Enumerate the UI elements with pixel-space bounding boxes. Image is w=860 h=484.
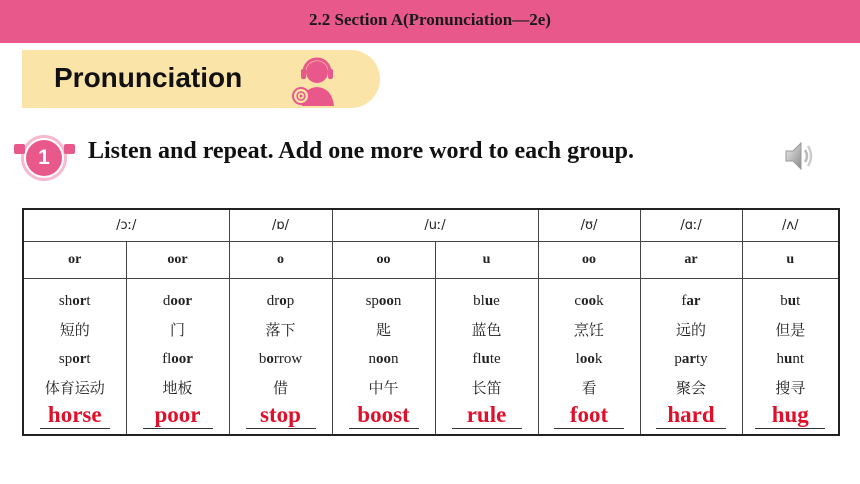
step-number: 1 [26,140,62,176]
word-translation: 看 [581,378,597,397]
word-group [229,278,332,435]
example-word [333,345,435,374]
word-focus: oor [170,292,193,309]
word-pre: sp [58,350,73,367]
word-focus: oo [376,350,391,367]
word-pre: fl [162,350,172,367]
example-word [539,287,640,316]
word-focus: or [72,350,87,367]
answer-blank[interactable]: horse [40,401,110,429]
word-translation: 中午 [368,378,399,397]
word-translation: 短的 [59,320,90,339]
phonics-table [22,208,840,436]
letters-header: u [435,241,538,278]
word-focus: ar [681,350,697,367]
badge-tab-left [14,144,25,154]
speaker-icon[interactable] [783,139,817,173]
word-pre: dr [266,292,280,309]
word-focus: oo [378,292,394,309]
letters-header: u [742,241,839,278]
word-focus: u [787,292,797,309]
word-pre: n [368,350,376,367]
letters-header: oo [538,241,640,278]
word-post: n [391,350,399,367]
sound-header: /ɔː/ [23,209,229,241]
letters-header: o [229,241,332,278]
example-word [24,345,126,374]
answer-blank[interactable]: stop [246,401,316,429]
word-focus: or [72,292,87,309]
word-pre: f [681,292,687,309]
word-group [435,278,538,435]
example-word [24,287,126,316]
word-pre: b [258,350,267,367]
example-word [641,287,742,316]
word-focus: o [266,350,274,367]
sound-header: /uː/ [332,209,538,241]
answer-blank[interactable]: hard [656,401,726,429]
word-group [332,278,435,435]
example-word [743,345,839,374]
word-post: t [796,292,801,309]
word-group [126,278,229,435]
word-focus: oor [171,350,193,367]
word-post: ty [696,350,708,367]
example-word [127,287,229,316]
word-translation: 聚会 [676,378,707,397]
word-post: t [86,292,91,309]
letters-header: or [23,241,126,278]
word-group [538,278,640,435]
lesson-title: 2.2 Section A(Pronunciation—2e) [309,9,551,29]
word-post: p [286,292,295,309]
answer-blank[interactable]: boost [349,401,419,429]
answer-blank[interactable]: poor [143,401,213,429]
words-row [23,278,839,435]
word-focus: ar [686,292,701,309]
word-pre: p [674,350,682,367]
answer-blank[interactable]: hug [755,401,825,429]
sound-header: /ʌ/ [742,209,839,241]
word-pre: sp [365,292,379,309]
instruction-text: Listen and repeat. Add one more word to each group. [88,138,635,164]
step-badge [14,134,76,182]
header-bar [0,0,860,43]
word-pre: c [574,292,582,309]
word-focus: u [484,292,494,309]
word-focus: u [784,350,793,367]
word-post: n [393,292,402,309]
word-group [23,278,126,435]
word-post: k [594,350,603,367]
word-translation: 远的 [676,320,707,339]
example-word [333,287,435,316]
word-pre: h [776,350,784,367]
letters-header: oo [332,241,435,278]
word-translation: 蓝色 [471,320,502,339]
example-word [436,345,538,374]
example-word [743,287,839,316]
answer-blank[interactable]: foot [554,401,624,429]
example-word [539,345,640,374]
example-word [230,345,332,374]
word-focus: oo [579,350,595,367]
sound-header: /ɑː/ [640,209,742,241]
word-post: rrow [273,350,303,367]
word-translation: 烹饪 [574,320,605,339]
word-pre: sh [58,292,73,309]
sound-header: /ɒ/ [229,209,332,241]
word-post: e [493,292,500,309]
word-pre: l [575,350,580,367]
word-translation: 体育运动 [44,378,105,397]
word-post: k [596,292,604,309]
word-pre: bl [473,292,485,309]
word-group [742,278,839,435]
headset-person-icon [288,54,344,110]
word-post: nt [792,350,805,367]
word-focus: o [279,292,287,309]
section-label: Pronunciation [54,62,243,93]
word-translation: 地板 [162,378,193,397]
word-translation: 落下 [265,320,296,339]
word-post: te [489,350,501,367]
letters-header: oor [126,241,229,278]
word-translation: 但是 [775,320,806,339]
word-translation: 搜寻 [775,378,806,397]
example-word [127,345,229,374]
example-word [230,287,332,316]
word-translation: 借 [272,378,288,397]
example-word [436,287,538,316]
example-word [641,345,742,374]
word-translation: 长笛 [471,378,502,397]
word-focus: oo [581,292,597,309]
word-pre: fl [472,350,482,367]
word-translation: 门 [169,320,185,339]
word-pre: b [780,292,788,309]
answer-blank[interactable]: rule [452,401,522,429]
word-post: t [86,350,91,367]
badge-tab-right [64,144,75,154]
letters-header: ar [640,241,742,278]
word-translation: 匙 [375,320,391,339]
word-group [640,278,742,435]
sound-header: /ʊ/ [538,209,640,241]
word-focus: u [481,350,490,367]
word-pre: d [162,292,171,309]
